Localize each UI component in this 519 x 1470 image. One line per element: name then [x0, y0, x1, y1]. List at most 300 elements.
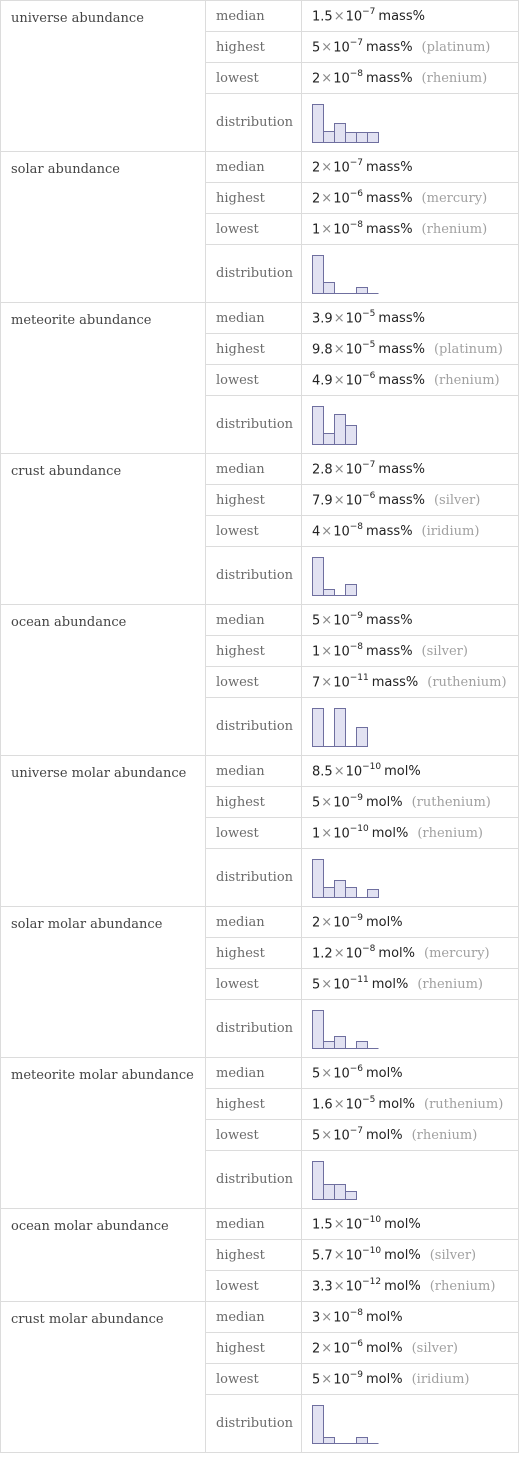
mantissa: 1: [312, 644, 321, 660]
unit: mol%: [371, 977, 409, 993]
times-sign: ×: [321, 191, 333, 207]
source-element: (iridium): [421, 524, 480, 540]
unit: mol%: [366, 1341, 403, 1357]
times-sign: ×: [333, 946, 345, 962]
lowest-value: [302, 1364, 519, 1395]
exponent: −7: [362, 6, 376, 17]
exponent: −11: [349, 672, 369, 683]
unit: mass%: [378, 342, 425, 358]
lowest-label: lowest: [206, 214, 302, 245]
lowest-label: lowest: [206, 516, 302, 547]
mantissa: 1.6: [312, 1097, 333, 1113]
unit: mass%: [378, 9, 425, 25]
exponent: −6: [362, 370, 376, 381]
histogram-bar: [324, 1041, 335, 1048]
highest-value: [302, 787, 519, 818]
times-sign: ×: [333, 493, 345, 509]
unit: mol%: [366, 915, 403, 931]
exponent: −10: [362, 761, 382, 772]
exponent: −8: [349, 1307, 364, 1318]
mantissa: 2: [312, 1341, 321, 1357]
median-label: median: [206, 454, 302, 485]
source-element: (silver): [411, 1341, 458, 1357]
lowest-label: lowest: [206, 818, 302, 849]
highest-label: highest: [206, 32, 302, 63]
histogram-bar: [313, 1010, 324, 1048]
unit: mol%: [366, 1128, 403, 1144]
median-label: median: [206, 756, 302, 787]
highest-label: highest: [206, 1240, 302, 1271]
lowest-label: lowest: [206, 969, 302, 1000]
times-sign: ×: [321, 644, 333, 660]
times-sign: ×: [333, 1248, 345, 1264]
distribution-label: distribution: [206, 396, 302, 454]
unit: mol%: [366, 1310, 403, 1326]
histogram-bar: [335, 708, 346, 746]
histogram-bar: [324, 589, 335, 595]
table-row: [1, 756, 519, 787]
distribution-histogram: [312, 252, 380, 296]
exponent: −7: [349, 37, 364, 48]
histogram-bar: [335, 1184, 346, 1199]
exponent: −5: [362, 339, 376, 350]
mantissa: 9.8: [312, 342, 333, 358]
lowest-label: lowest: [206, 1120, 302, 1151]
base-ten: 10: [333, 222, 350, 238]
exponent: −12: [362, 1276, 382, 1287]
table-row: [1, 1209, 519, 1240]
exponent: −6: [349, 1338, 364, 1349]
source-element: (rhenium): [421, 222, 488, 238]
lowest-value: [302, 214, 519, 245]
times-sign: ×: [321, 222, 333, 238]
histogram-bar: [368, 889, 379, 897]
mantissa: 2: [312, 915, 321, 931]
table-row: [1, 152, 519, 183]
property-name: solar molar abundance: [1, 907, 206, 1058]
unit: mass%: [378, 373, 425, 389]
highest-value: [302, 636, 519, 667]
mantissa: 7: [312, 675, 321, 691]
exponent: −6: [349, 1063, 364, 1074]
times-sign: ×: [321, 915, 333, 931]
exponent: −9: [349, 610, 364, 621]
unit: mol%: [384, 1217, 421, 1233]
histogram-bar: [335, 123, 346, 142]
source-element: (ruthenium): [411, 795, 491, 811]
histogram-bar: [324, 887, 335, 897]
unit: mass%: [366, 191, 413, 207]
median-label: median: [206, 1, 302, 32]
mantissa: 8.5: [312, 764, 333, 780]
exponent: −6: [349, 188, 364, 199]
distribution-value: [302, 1000, 519, 1058]
mantissa: 5: [312, 977, 321, 993]
times-sign: ×: [321, 826, 333, 842]
table-row: [1, 1058, 519, 1089]
unit: mol%: [384, 764, 421, 780]
property-name: solar abundance: [1, 152, 206, 303]
distribution-histogram: [312, 705, 369, 749]
median-label: median: [206, 1209, 302, 1240]
times-sign: ×: [321, 1372, 333, 1388]
distribution-label: distribution: [206, 1151, 302, 1209]
base-ten: 10: [333, 1128, 350, 1144]
distribution-value: [302, 698, 519, 756]
histogram-bar: [357, 287, 368, 293]
source-element: (rhenium): [417, 977, 483, 993]
base-ten: 10: [345, 764, 363, 780]
unit: mol%: [371, 826, 409, 842]
median-value: [302, 303, 519, 334]
median-label: median: [206, 303, 302, 334]
property-name: universe abundance: [1, 1, 206, 152]
highest-label: highest: [206, 636, 302, 667]
mantissa: 5: [312, 1128, 321, 1144]
source-element: (iridium): [411, 1372, 470, 1388]
distribution-histogram: [312, 101, 380, 145]
unit: mass%: [366, 644, 413, 660]
base-ten: 10: [345, 1097, 363, 1113]
mantissa: 1: [312, 826, 321, 842]
base-ten: 10: [333, 1341, 350, 1357]
lowest-value: [302, 969, 519, 1000]
histogram-bar: [346, 887, 357, 897]
mantissa: 2: [312, 71, 321, 87]
times-sign: ×: [321, 1128, 333, 1144]
highest-value: [302, 334, 519, 365]
distribution-label: distribution: [206, 698, 302, 756]
times-sign: ×: [321, 1310, 333, 1326]
histogram-bar: [324, 1184, 335, 1199]
highest-value: [302, 938, 519, 969]
times-sign: ×: [333, 1279, 345, 1295]
unit: mass%: [366, 40, 413, 56]
highest-label: highest: [206, 334, 302, 365]
source-element: (ruthenium): [424, 1097, 504, 1113]
base-ten: 10: [333, 613, 350, 629]
mantissa: 7.9: [312, 493, 333, 509]
base-ten: 10: [333, 1066, 350, 1082]
exponent: −7: [349, 157, 364, 168]
base-ten: 10: [333, 71, 350, 87]
source-element: (platinum): [433, 342, 503, 358]
lowest-label: lowest: [206, 1271, 302, 1302]
base-ten: 10: [333, 644, 350, 660]
distribution-histogram: [312, 1402, 380, 1446]
distribution-value: [302, 396, 519, 454]
mantissa: 5: [312, 1066, 321, 1082]
histogram-bar: [346, 584, 357, 595]
source-element: (rhenium): [421, 71, 488, 87]
exponent: −6: [362, 490, 376, 501]
base-ten: 10: [333, 795, 350, 811]
source-element: (mercury): [424, 946, 490, 962]
median-label: median: [206, 152, 302, 183]
distribution-histogram: [312, 1158, 358, 1202]
mantissa: 4: [312, 524, 321, 540]
base-ten: 10: [345, 1217, 363, 1233]
distribution-value: [302, 547, 519, 605]
histogram-bar: [324, 282, 335, 293]
base-ten: 10: [333, 1310, 350, 1326]
histogram-bar: [335, 414, 346, 444]
distribution-label: distribution: [206, 245, 302, 303]
table-row: [1, 303, 519, 334]
mantissa: 1: [312, 222, 321, 238]
exponent: −7: [349, 1125, 364, 1136]
property-name: ocean molar abundance: [1, 1209, 206, 1302]
lowest-value: [302, 63, 519, 94]
median-value: [302, 1, 519, 32]
times-sign: ×: [321, 160, 333, 176]
source-element: (ruthenium): [427, 675, 507, 691]
highest-value: [302, 1333, 519, 1364]
distribution-label: distribution: [206, 547, 302, 605]
histogram-bar: [324, 131, 335, 142]
unit: mol%: [384, 1279, 421, 1295]
lowest-label: lowest: [206, 667, 302, 698]
histogram-bar: [313, 557, 324, 595]
base-ten: 10: [333, 160, 350, 176]
base-ten: 10: [345, 493, 363, 509]
histogram-bar: [313, 104, 324, 142]
source-element: (platinum): [421, 40, 491, 56]
table-row: [1, 1, 519, 32]
histogram-bar: [313, 406, 324, 444]
times-sign: ×: [333, 1097, 345, 1113]
median-label: median: [206, 605, 302, 636]
histogram-bar: [313, 859, 324, 897]
times-sign: ×: [321, 613, 333, 629]
histogram-bar: [346, 1191, 357, 1199]
histogram-bar: [313, 1161, 324, 1199]
lowest-value: [302, 365, 519, 396]
mantissa: 1.5: [312, 9, 333, 25]
lowest-label: lowest: [206, 63, 302, 94]
median-value: [302, 1058, 519, 1089]
base-ten: 10: [333, 826, 350, 842]
base-ten: 10: [333, 40, 350, 56]
abundance-table-body: [1, 1, 519, 1453]
base-ten: 10: [345, 9, 363, 25]
exponent: −10: [362, 1214, 382, 1225]
histogram-bar: [346, 425, 357, 444]
distribution-histogram: [312, 403, 358, 447]
histogram-bar: [357, 1041, 368, 1048]
source-element: (silver): [433, 493, 481, 509]
unit: mass%: [366, 160, 413, 176]
exponent: −8: [362, 943, 376, 954]
histogram-bar: [313, 255, 324, 293]
exponent: −8: [349, 521, 364, 532]
lowest-value: [302, 1271, 519, 1302]
table-row: [1, 454, 519, 485]
mantissa: 5: [312, 1372, 321, 1388]
source-element: (rhenium): [411, 1128, 478, 1144]
times-sign: ×: [333, 1217, 345, 1233]
mantissa: 5: [312, 795, 321, 811]
times-sign: ×: [321, 1341, 333, 1357]
lowest-label: lowest: [206, 1364, 302, 1395]
mantissa: 5: [312, 40, 321, 56]
mantissa: 1.5: [312, 1217, 333, 1233]
property-name: crust molar abundance: [1, 1302, 206, 1453]
mantissa: 5: [312, 613, 321, 629]
exponent: −9: [349, 912, 364, 923]
distribution-label: distribution: [206, 1000, 302, 1058]
histogram-bar: [324, 1437, 335, 1443]
highest-label: highest: [206, 938, 302, 969]
exponent: −9: [349, 1369, 364, 1380]
times-sign: ×: [333, 373, 345, 389]
median-label: median: [206, 1302, 302, 1333]
unit: mol%: [378, 1097, 416, 1113]
highest-value: [302, 1089, 519, 1120]
highest-value: [302, 183, 519, 214]
mantissa: 1.2: [312, 946, 333, 962]
table-row: [1, 1302, 519, 1333]
distribution-value: [302, 1151, 519, 1209]
distribution-histogram: [312, 1007, 380, 1051]
mantissa: 3.9: [312, 311, 333, 327]
base-ten: 10: [333, 977, 350, 993]
median-label: median: [206, 907, 302, 938]
highest-label: highest: [206, 1089, 302, 1120]
base-ten: 10: [333, 1372, 350, 1388]
source-element: (silver): [421, 644, 468, 660]
highest-value: [302, 32, 519, 63]
lowest-value: [302, 1120, 519, 1151]
property-name: ocean abundance: [1, 605, 206, 756]
distribution-value: [302, 94, 519, 152]
times-sign: ×: [333, 311, 345, 327]
exponent: −8: [349, 641, 364, 652]
median-label: median: [206, 1058, 302, 1089]
histogram-bar: [357, 1437, 368, 1443]
lowest-label: lowest: [206, 365, 302, 396]
histogram-bar: [357, 132, 368, 142]
exponent: −8: [349, 68, 364, 79]
histogram-bar: [335, 1036, 346, 1048]
distribution-value: [302, 849, 519, 907]
times-sign: ×: [321, 524, 333, 540]
base-ten: 10: [345, 1279, 363, 1295]
unit: mass%: [366, 71, 413, 87]
distribution-label: distribution: [206, 1395, 302, 1453]
times-sign: ×: [333, 342, 345, 358]
times-sign: ×: [321, 675, 333, 691]
table-row: [1, 907, 519, 938]
distribution-label: distribution: [206, 94, 302, 152]
mantissa: 3.3: [312, 1279, 333, 1295]
highest-label: highest: [206, 183, 302, 214]
exponent: −11: [349, 974, 369, 985]
property-name: meteorite abundance: [1, 303, 206, 454]
mantissa: 2.8: [312, 462, 333, 478]
base-ten: 10: [333, 191, 350, 207]
base-ten: 10: [333, 524, 350, 540]
unit: mass%: [366, 524, 413, 540]
times-sign: ×: [321, 40, 333, 56]
times-sign: ×: [333, 764, 345, 780]
times-sign: ×: [321, 795, 333, 811]
median-value: [302, 152, 519, 183]
lowest-value: [302, 516, 519, 547]
unit: mass%: [378, 311, 425, 327]
source-element: (rhenium): [433, 373, 500, 389]
mantissa: 2: [312, 191, 321, 207]
times-sign: ×: [333, 462, 345, 478]
highest-label: highest: [206, 485, 302, 516]
source-element: (silver): [429, 1248, 477, 1264]
histogram-bar: [313, 1405, 324, 1443]
median-value: [302, 605, 519, 636]
highest-value: [302, 485, 519, 516]
median-value: [302, 454, 519, 485]
exponent: −7: [362, 459, 376, 470]
source-element: (rhenium): [417, 826, 483, 842]
unit: mass%: [366, 222, 413, 238]
exponent: −5: [362, 1094, 376, 1105]
unit: mass%: [378, 462, 425, 478]
property-name: meteorite molar abundance: [1, 1058, 206, 1209]
base-ten: 10: [333, 675, 350, 691]
mantissa: 2: [312, 160, 321, 176]
unit: mass%: [366, 613, 413, 629]
distribution-histogram: [312, 856, 380, 900]
times-sign: ×: [333, 9, 345, 25]
source-element: (mercury): [421, 191, 488, 207]
histogram-bar: [346, 132, 357, 142]
base-ten: 10: [345, 946, 363, 962]
base-ten: 10: [345, 1248, 363, 1264]
unit: mol%: [366, 795, 403, 811]
distribution-value: [302, 245, 519, 303]
lowest-value: [302, 818, 519, 849]
exponent: −9: [349, 792, 364, 803]
highest-label: highest: [206, 787, 302, 818]
highest-value: [302, 1240, 519, 1271]
histogram-bar: [335, 880, 346, 897]
distribution-value: [302, 1395, 519, 1453]
median-value: [302, 1209, 519, 1240]
mantissa: 3: [312, 1310, 321, 1326]
source-element: (rhenium): [429, 1279, 496, 1295]
property-name: crust abundance: [1, 454, 206, 605]
unit: mol%: [384, 1248, 421, 1264]
lowest-value: [302, 667, 519, 698]
unit: mol%: [378, 946, 416, 962]
histogram-bar: [313, 708, 324, 746]
base-ten: 10: [333, 915, 350, 931]
mantissa: 4.9: [312, 373, 333, 389]
unit: mass%: [371, 675, 419, 691]
distribution-label: distribution: [206, 849, 302, 907]
exponent: −5: [362, 308, 376, 319]
exponent: −10: [349, 823, 369, 834]
table-row: [1, 605, 519, 636]
unit: mass%: [378, 493, 425, 509]
median-value: [302, 1302, 519, 1333]
mantissa: 5.7: [312, 1248, 333, 1264]
exponent: −8: [349, 219, 364, 230]
histogram-bar: [357, 727, 368, 746]
unit: mol%: [366, 1066, 403, 1082]
median-value: [302, 907, 519, 938]
highest-label: highest: [206, 1333, 302, 1364]
exponent: −10: [362, 1245, 382, 1256]
